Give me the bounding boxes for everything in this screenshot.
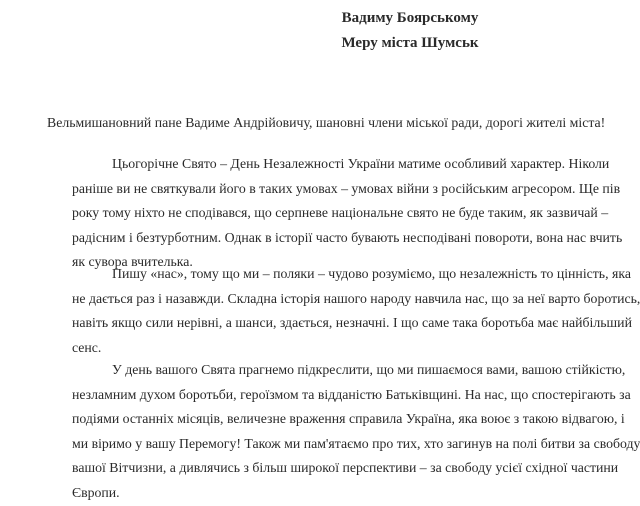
paragraph-line: У день вашого Свята прагнемо підкреслити, що ми пишаємося вами, вашою стійкістю,: [112, 362, 626, 377]
paragraph-line: Пишу «нас», тому що ми – поляки – чудово розуміємо, що незалежність то цінність, яка: [112, 266, 631, 281]
addressee-name: Вадиму Боярському: [341, 10, 479, 26]
paragraph-line: року тому ніхто не сподівався, що серпневе національне свято не буде таким, як зазвичай –: [72, 205, 609, 221]
paragraph-line: вашої Вітчизни, а дивлячись з більш широкої перспективи – за свободу усієї східної частини: [72, 460, 619, 476]
paragraph-1: [72, 152, 623, 275]
paragraph-line: незламним духом боротьби, героїзмом та відданістю Батьківщині. На нас, що спостерігають за: [72, 386, 631, 402]
paragraph-line: ми віримо у вашу Перемогу! Також ми пам'ятаємо про тих, хто загинув на полі битви за свободу: [72, 435, 640, 451]
paragraph-line: як сувора вчителька.: [72, 254, 193, 270]
paragraph-3: [72, 358, 640, 506]
paragraph-line: радісним і безтурботним. Однак в історії часто бувають несподівані повороти, вона нас вчить: [72, 229, 623, 245]
paragraph-line: подіями останніх місяців, величезне враження справила Україна, яка воює з такою відвагою, і: [72, 411, 625, 427]
addressee-title: Меру міста Шумськ: [341, 35, 479, 51]
greeting-line: Вельмишановний пане Вадиме Андрійовичу, шановні члени міської ради, дорогі жителі міста!: [47, 115, 606, 130]
paragraph-2: [72, 262, 640, 360]
paragraph-line: сенс.: [72, 339, 102, 355]
paragraph-line: раніше ви не святкували його в таких умовах – умовах війни з російським агресором. Ще пів: [72, 180, 621, 196]
paragraph-line: не дається раз і назавжди. Складна історія нашого народу навчила нас, що за неї варто боротись,: [72, 290, 640, 306]
addressee-block: [300, 6, 520, 56]
paragraph-line: навіть якщо сили нерівні, а шанси, здається, незначні. І що саме така боротьба має найбільший: [72, 315, 632, 331]
paragraph-line: Європи.: [72, 484, 120, 500]
paragraph-line: Цьогорічне Свято – День Незалежності України матиме особливий характер. Ніколи: [112, 156, 610, 171]
